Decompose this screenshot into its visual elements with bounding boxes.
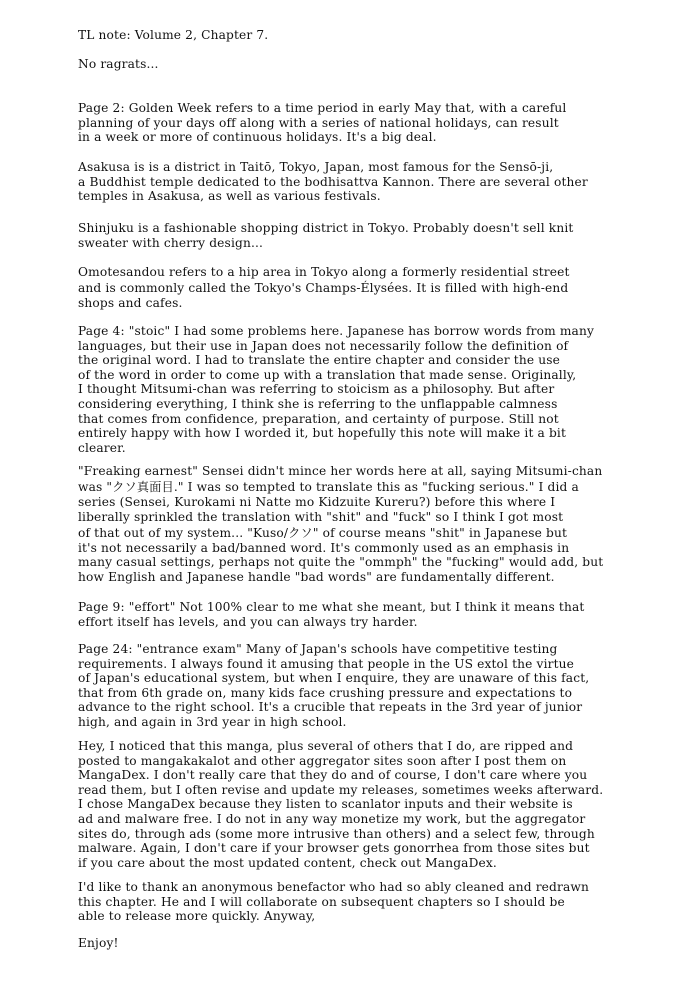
text-line: Page 24: "entrance exam" Many of Japan's schools have competitive testing [78, 642, 558, 656]
paragraph-effort [78, 600, 638, 629]
text-line: a Buddhist temple dedicated to the bodhisattva Kannon. There are several other [78, 174, 588, 189]
text-line: if you care about the most updated content, check out MangaDex. [78, 855, 497, 870]
text-line: temples in Asakusa, as well as various festivals. [78, 189, 381, 204]
text-line: that from 6th grade on, many kids face crushing pressure and expectations to [78, 685, 573, 700]
text-line: MangaDex. I don't really care that they do and of course, I don't care where you [78, 768, 588, 783]
text-line: read them, but I often revise and update my releases, sometimes weeks afterward. [78, 782, 604, 797]
text-line: high, and again in 3rd year in high school. [78, 714, 347, 729]
text-line: that comes from confidence, preparation, and certainty of purpose. Still not [78, 411, 559, 426]
text-line: I'd like to thank an anonymous benefactor who had so ably cleaned and redrawn [78, 880, 589, 894]
text-line: TL note: Volume 2, Chapter 7. [78, 28, 269, 42]
text-line: effort itself has levels, and you can always try harder. [78, 614, 418, 629]
paragraph-enjoy [78, 936, 638, 951]
paragraph-omotesandou [78, 264, 638, 310]
text-line: it's not necessarily a bad/banned word. It's commonly used as an emphasis in [78, 540, 570, 555]
text-line: series (Sensei, Kurokami ni Natte mo Kidzuite Kureru?) before this where I [78, 494, 556, 509]
text-line: Enjoy! [78, 936, 119, 950]
text-line: how English and Japanese handle "bad words" are fundamentally different. [78, 569, 555, 584]
text-line: advance to the right school. It's a crucible that repeats in the 3rd year of junior [78, 700, 583, 715]
text-line: the original word. I had to translate the entire chapter and consider the use [78, 353, 560, 368]
text-line: Shinjuku is a fashionable shopping district in Tokyo. Probably doesn't sell knit [78, 221, 574, 235]
text-line: shops and cafes. [78, 295, 183, 310]
text-line: many casual settings, perhaps not quite the "ommph" the "fucking" would add, but [78, 555, 604, 570]
text-line: ad and malware free. I do not in any way monetize my work, but the aggregator [78, 811, 586, 826]
text-line: considering everything, I think she is referring to the unflappable calmness [78, 396, 558, 411]
paragraph-asakusa [78, 160, 638, 204]
text-line: requirements. I always found it amusing that people in the US extol the virtue [78, 656, 575, 671]
text-line: able to release more quickly. Anyway, [78, 909, 316, 924]
paragraph-thanks [78, 880, 638, 924]
text-line: liberally sprinkled the translation with "shit" and "fuck" so I think I got most [78, 510, 564, 525]
paragraph-freaking-earnest [78, 463, 638, 585]
text-line: this chapter. He and I will collaborate on subsequent chapters so I should be [78, 894, 565, 909]
text-line: I thought Mitsumi-chan was referring to stoicism as a philosophy. But after [78, 382, 555, 397]
text-line: Omotesandou refers to a hip area in Tokyo along a formerly residential street [78, 265, 570, 279]
text-line: Page 2: Golden Week refers to a time period in early May that, with a careful [78, 101, 567, 115]
text-line: sweater with cherry design... [78, 235, 264, 250]
text-line: entirely happy with how I worded it, but hopefully this note will make it a bit [78, 426, 567, 441]
text-line: Asakusa is is a district in Taitō, Tokyo, Japan, most famous for the Sensō-ji, [78, 160, 554, 174]
text-line: malware. Again, I don't care if your browser gets gonorrhea from those sites but [78, 841, 590, 856]
paragraph-entrance-exam [78, 642, 638, 730]
paragraph-no-ragrats [78, 57, 638, 72]
text-line: I chose MangaDex because they listen to scanlator inputs and their website is [78, 797, 573, 812]
text-line: Page 9: "effort" Not 100% clear to me what she meant, but I think it means that [78, 600, 585, 614]
paragraph-golden-week [78, 101, 638, 145]
text-line: planning of your days off along with a series of national holidays, can result [78, 115, 559, 130]
text-line: clearer. [78, 440, 126, 455]
text-line: in a week or more of continuous holidays. It's a big deal. [78, 130, 437, 145]
text-line: of Japan's educational system, but when I enquire, they are unaware of this fact, [78, 671, 590, 686]
paragraph-shinjuku [78, 221, 638, 250]
text-line: languages, but their use in Japan does not necessarily follow the definition of [78, 338, 569, 353]
text-line: of the word in order to come up with a translation that made sense. Originally, [78, 367, 577, 382]
text-line: Hey, I noticed that this manga, plus several of others that I do, are ripped and [78, 739, 574, 753]
text-line: Page 4: "stoic" I had some problems here. Japanese has borrow words from many [78, 324, 595, 338]
paragraph-tl-note [78, 28, 638, 43]
paragraph-aggregators [78, 739, 638, 870]
text-line: and is commonly called the Tokyo's Champs-Élysées. It is filled with high-end [78, 281, 569, 295]
text-line: sites do, through ads (some more intrusive than others) and a select few, through [78, 826, 595, 841]
text-line: No ragrats... [78, 57, 159, 71]
paragraph-stoic [78, 324, 638, 455]
text-line: was "クソ真面目." I was so tempted to translate this as "fucking serious." I did a [78, 480, 579, 494]
text-line: "Freaking earnest" Sensei didn't mince her words here at all, saying Mitsumi-chan [78, 464, 603, 478]
text-line: posted to mangakakalot and other aggregator sites soon after I post them on [78, 753, 567, 768]
text-line: of that out of my system... "Kuso/クソ" of course means "shit" in Japanese but [78, 526, 567, 541]
